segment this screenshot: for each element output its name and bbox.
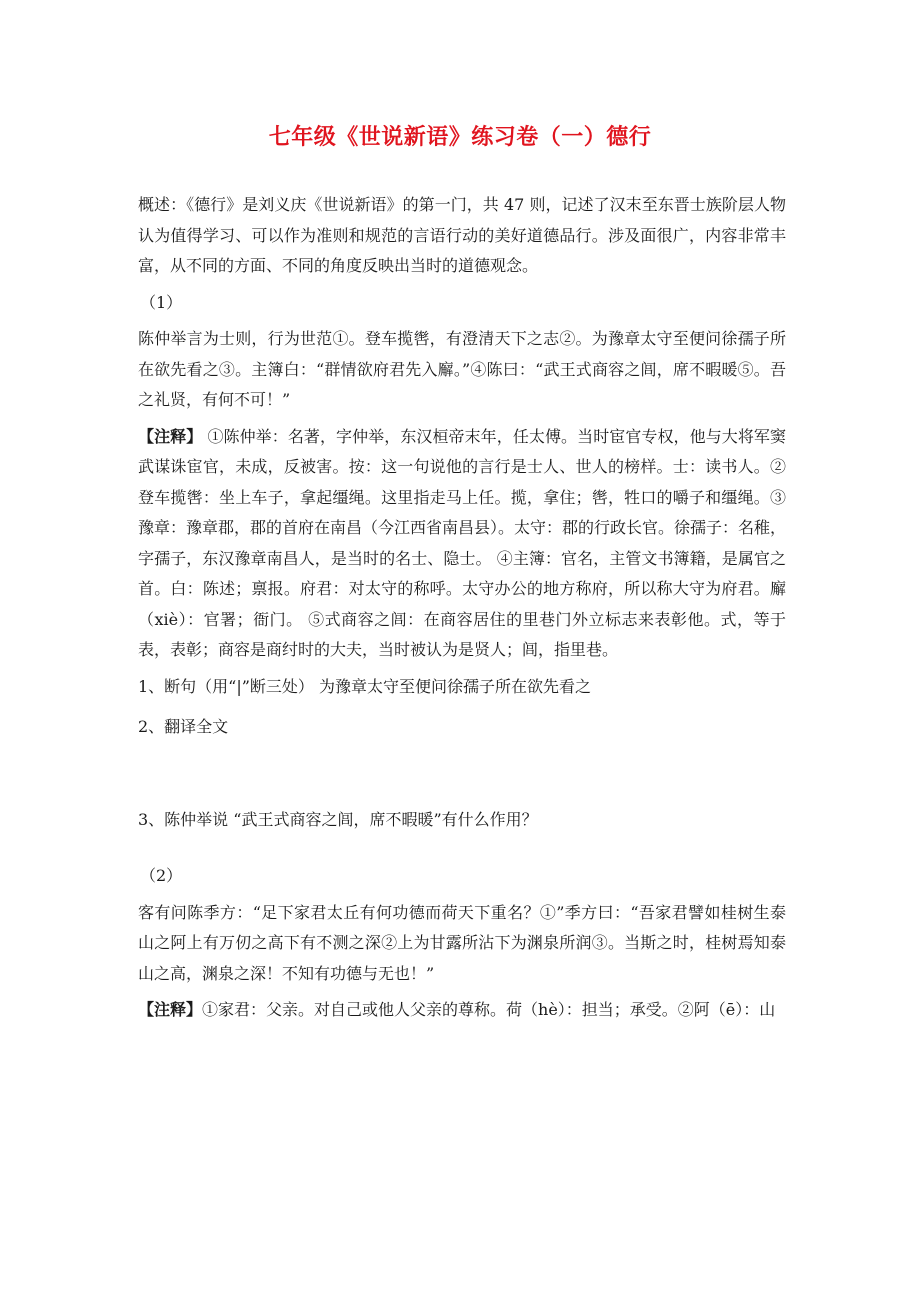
- section-1-notes: [138, 422, 786, 666]
- section-1-label: （1）: [140, 292, 183, 312]
- question-2: 2、翻译全文: [138, 717, 229, 736]
- section-2-label: （2）: [140, 866, 183, 885]
- note-label: 【注释】: [138, 1000, 203, 1019]
- question-1: 1、断句（用“|”断三处） 为豫章太守至便问徐孺子所在欲先看之: [138, 676, 592, 696]
- section-2-notes: [138, 995, 786, 1026]
- overview-paragraph: 概述：《德行》是刘义庆《世说新语》的第一门，共 47 则，记述了汉末至东晋士族阶层人物认为值得学习、可以作为准则和规范的言语行动的美好道德品行。涉及面很广，内容非常丰富，从不同的方面、不同的角度反映出当时的道德观念。: [138, 195, 786, 275]
- document-body: [138, 190, 786, 1032]
- answer-space: [138, 845, 786, 855]
- question-3: 3、陈仲举说 “武王式商容之闾，席不暇暖”有什么作用？: [138, 809, 538, 829]
- answer-space: [138, 753, 786, 805]
- section-2-text: 客有问陈季方：“足下家君太丘有何功德而荷天下重名？①”季方曰：“吾家君譬如桂树生泰山之阿上有万仞之高下有不测之深②上为甘露所沾下为渊泉所润③。当斯之时，桂树焉知泰山之高，渊泉之深！不知有功德与无也！”: [138, 902, 786, 983]
- page-title: 七年级《世说新语》练习卷（一）德行: [268, 124, 652, 150]
- note-text: ①家君：父亲。对自己或他人父亲的尊称。荷（hè）：担当；承受。②阿（ē）：山: [202, 1000, 776, 1019]
- note-label: 【注释】: [138, 426, 203, 446]
- section-1-text: 陈仲举言为士则，行为世范①。登车揽辔，有澄清天下之志②。为豫章太守至便问徐孺子所在欲先看之③。主簿白：“群情欲府君先入廨。”④陈曰：“武王式商容之闾，席不暇暖⑤。吾之礼贤，有何不可！”: [138, 329, 786, 409]
- note-text: ①陈仲举：名著，字仲举，东汉桓帝末年，任太傅。当时宦官专权，他与大将军窦武谋诛宦官，未成，反被害。按：这一句说他的言行是士人、世人的榜样。士：读书人。②登车揽辔：坐上车子，拿起缰绳。这里指走马上任。揽，拿住；辔，牲口的嚼子和缰绳。③豫章：豫章郡，郡的首府在南昌（今江西省南昌县）。太守：郡的行政长官。徐孺子：名稚，字孺子，东汉豫章南昌人，是当时的名士、隐士。 ④主簿：官名，主管文书簿籍，是属官之首。白：陈述；禀报。府君：对太守的称呼。太守办公的地方称府，所以称大守为府君。廨（xiè）：官署；衙门。 ⑤式商容之闾：在商容居住的里巷门外立标志来表彰他。式，等于表，表彰；商容是商纣时的大夫，当时被认为是贤人；闾，指里巷。: [138, 426, 787, 659]
